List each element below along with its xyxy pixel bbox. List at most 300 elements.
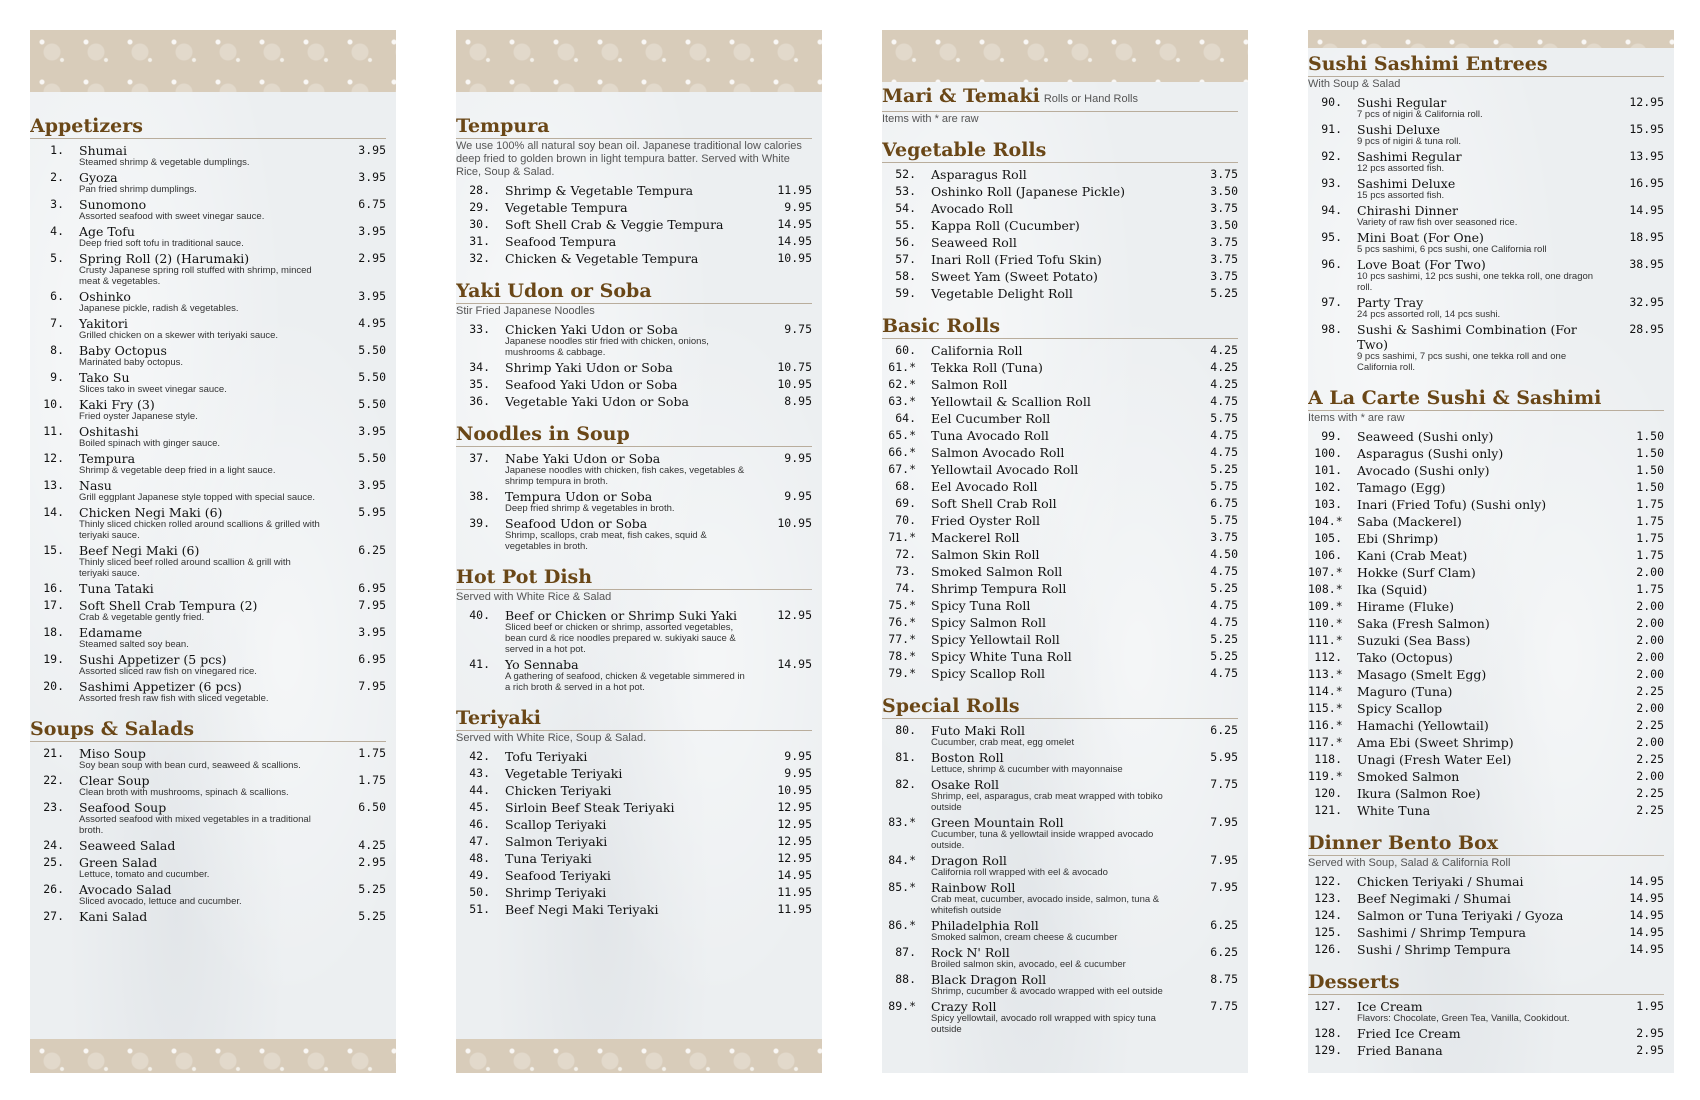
menu-item [882, 665, 1238, 682]
item-number: 26. [43, 882, 64, 896]
item-number: 95. [1321, 230, 1342, 244]
menu-item [882, 512, 1238, 529]
item-name: Soft Shell Crab & Veggie Tempura [505, 217, 724, 232]
item-number: 22. [43, 773, 64, 787]
item-name: Tamago (Egg) [1357, 480, 1446, 495]
item-name: Sushi / Shrimp Tempura [1357, 942, 1511, 957]
menu-item [30, 196, 386, 223]
menu-item [1308, 615, 1664, 632]
item-name: Smoked Salmon [1357, 769, 1460, 784]
item-price: 3.95 [358, 170, 386, 184]
item-price: 4.75 [1210, 428, 1238, 442]
menu-item [1308, 890, 1664, 907]
item-name: Sirloin Beef Steak Teriyaki [505, 800, 675, 815]
item-number: 4. [50, 224, 64, 238]
menu-section [1308, 388, 1664, 819]
item-number: 9. [50, 370, 64, 384]
item-name: Chicken & Vegetable Tempura [505, 251, 699, 266]
menu-item [1308, 873, 1664, 890]
menu-item [1308, 768, 1664, 785]
menu-item-list [456, 748, 812, 918]
item-price: 7.95 [1210, 815, 1238, 829]
menu-item [30, 288, 386, 315]
item-price: 1.75 [1636, 548, 1664, 562]
item-number: 74. [895, 581, 916, 595]
item-number: 87. [895, 945, 916, 959]
item-number: 5. [50, 251, 64, 265]
item-price: 2.00 [1636, 769, 1664, 783]
item-name: Asparagus Roll [931, 167, 1027, 182]
item-description: Assorted fresh raw fish with sliced vegetable. [79, 693, 269, 704]
item-name: Beef Negimaki / Shumai [1357, 891, 1511, 906]
menu-item [30, 450, 386, 477]
item-price: 5.50 [358, 451, 386, 465]
item-number: 62.* [888, 377, 916, 391]
item-price: 32.95 [1629, 295, 1664, 309]
item-name: Mackerel Roll [931, 530, 1020, 545]
item-number: 114.* [1308, 684, 1343, 698]
menu-item-list [1308, 998, 1664, 1059]
item-name: Soft Shell Crab Tempura (2) [79, 598, 258, 613]
item-price: 14.95 [777, 868, 812, 882]
item-description: Broiled salmon skin, avocado, eel & cucumber [931, 959, 1126, 970]
item-number: 73. [895, 564, 916, 578]
section-title-text: Hot Pot Dish [456, 566, 593, 588]
menu-item [882, 631, 1238, 648]
item-name: Spicy Tuna Roll [931, 598, 1031, 613]
menu-item [1308, 907, 1664, 924]
menu-item [456, 182, 812, 199]
menu-item [1308, 717, 1664, 734]
item-number: 80. [895, 723, 916, 737]
item-name: Ika (Squid) [1357, 582, 1428, 597]
item-number: 57. [895, 252, 916, 266]
item-name: Spicy Yellowtail Roll [931, 632, 1060, 647]
item-description: Flavors: Chocolate, Green Tea, Vanilla, Cookidout. [1357, 1013, 1570, 1024]
item-price: 5.75 [1210, 411, 1238, 425]
menu-item [30, 142, 386, 169]
section-title-text: Tempura [456, 115, 550, 137]
section-title [1308, 972, 1664, 995]
section-title-text: Teriyaki [456, 707, 542, 729]
item-number: 40. [469, 608, 490, 622]
item-name: Saka (Fresh Salmon) [1357, 616, 1490, 631]
item-description: Shrimp & vegetable deep fried in a light sauce. [79, 465, 276, 476]
item-name: Eel Avocado Roll [931, 479, 1038, 494]
item-price: 2.00 [1636, 633, 1664, 647]
item-price: 4.95 [358, 316, 386, 330]
item-number: 120. [1314, 786, 1342, 800]
menu-item [882, 879, 1238, 917]
menu-item-list [1308, 428, 1664, 819]
item-number: 34. [469, 360, 490, 374]
menu-item [1308, 564, 1664, 581]
item-price: 6.25 [1210, 945, 1238, 959]
menu-item [30, 342, 386, 369]
section-subtitle: Items with * are raw [1308, 412, 1405, 424]
menu-item [882, 166, 1238, 183]
item-name: Tuna Tataki [79, 581, 154, 596]
item-price: 2.95 [1636, 1043, 1664, 1057]
item-number: 48. [469, 851, 490, 865]
menu-item-list [456, 182, 812, 267]
item-price: 2.00 [1636, 701, 1664, 715]
item-price: 3.75 [1210, 530, 1238, 544]
item-name: Sushi Regular [1357, 95, 1447, 110]
item-number: 23. [43, 800, 64, 814]
item-price: 2.25 [1636, 718, 1664, 732]
menu-item [1308, 462, 1664, 479]
item-number: 86.* [888, 918, 916, 932]
item-number: 128. [1314, 1026, 1342, 1040]
item-price: 16.95 [1629, 176, 1664, 190]
menu-item [1308, 802, 1664, 819]
item-price: 9.95 [784, 451, 812, 465]
item-number: 64. [895, 411, 916, 425]
item-number: 119.* [1308, 769, 1343, 783]
item-description: Deep fried shrimp & vegetables in broth. [505, 503, 675, 514]
menu-item [456, 607, 812, 656]
item-number: 81. [895, 750, 916, 764]
item-number: 110.* [1308, 616, 1343, 630]
item-number: 92. [1321, 149, 1342, 163]
item-price: 3.95 [358, 424, 386, 438]
menu-item [882, 546, 1238, 563]
menu-item [456, 782, 812, 799]
item-number: 104.* [1308, 514, 1343, 528]
item-number: 76.* [888, 615, 916, 629]
section-title-text: Appetizers [30, 115, 143, 137]
item-description: 9 pcs sashimi, 7 pcs sushi, one tekka roll and one California roll. [1357, 351, 1567, 373]
menu-item [1308, 598, 1664, 615]
item-price: 1.75 [1636, 582, 1664, 596]
item-name: Seafood Udon or Soba [505, 516, 648, 531]
item-price: 10.95 [777, 783, 812, 797]
item-name: Gyoza [79, 170, 118, 185]
menu-section [456, 424, 812, 553]
section-title-text: Vegetable Rolls [882, 139, 1047, 161]
menu-item [1308, 683, 1664, 700]
item-name: Nasu [79, 478, 112, 493]
menu-item [30, 315, 386, 342]
menu-item-list [1308, 873, 1664, 958]
item-name: Inari (Fried Tofu) (Sushi only) [1357, 497, 1547, 512]
item-name: Yellowtail Avocado Roll [931, 462, 1079, 477]
item-price: 2.25 [1636, 786, 1664, 800]
item-number: 3. [50, 197, 64, 211]
item-name: Tempura [79, 451, 136, 466]
item-number: 59. [895, 286, 916, 300]
item-price: 14.95 [777, 217, 812, 231]
menu-item [882, 998, 1238, 1036]
item-name: Tuna Teriyaki [505, 851, 592, 866]
item-price: 2.00 [1636, 735, 1664, 749]
item-number: 14. [43, 505, 64, 519]
item-description: Thinly sliced chicken rolled around scallions & grilled with teriyaki sauce. [79, 519, 320, 541]
section-subtitle: Items with * are raw [882, 113, 979, 125]
item-name: Inari Roll (Fried Tofu Skin) [931, 252, 1102, 267]
item-number: 46. [469, 817, 490, 831]
item-name: Baby Octopus [79, 343, 167, 358]
item-description: Shrimp, cucumber & avocado wrapped with eel outside [931, 986, 1163, 997]
item-price: 2.00 [1636, 650, 1664, 664]
menu-item [882, 529, 1238, 546]
item-name: Unagi (Fresh Water Eel) [1357, 752, 1512, 767]
item-description: Sliced avocado, lettuce and cucumber. [79, 896, 242, 907]
item-number: 36. [469, 394, 490, 408]
item-price: 2.25 [1636, 684, 1664, 698]
menu-item [882, 597, 1238, 614]
menu-item [1308, 941, 1664, 958]
floral-banner-top [882, 30, 1248, 82]
item-description: Clean broth with mushrooms, spinach & scallions. [79, 787, 289, 798]
item-price: 1.95 [1636, 999, 1664, 1013]
item-description: Deep fried soft tofu in traditional sauce. [79, 238, 244, 249]
menu-item [30, 651, 386, 678]
section-title-text: Desserts [1308, 971, 1400, 993]
menu-item [30, 369, 386, 396]
item-price: 5.25 [358, 882, 386, 896]
item-name: Mini Boat (For One) [1357, 230, 1484, 245]
section-title [882, 140, 1238, 163]
section-title-text: Noodles in Soup [456, 423, 630, 445]
item-name: Tuna Avocado Roll [931, 428, 1049, 443]
section-subtitle: Served with Soup, Salad & California Roll [1308, 857, 1511, 869]
menu-item [882, 393, 1238, 410]
menu-item [1308, 649, 1664, 666]
item-name: Shrimp & Vegetable Tempura [505, 183, 694, 198]
item-description: Japanese pickle, radish & vegetables. [79, 303, 239, 314]
menu-item [882, 971, 1238, 998]
item-name: Sushi Deluxe [1357, 122, 1440, 137]
item-price: 1.75 [1636, 497, 1664, 511]
section-title [882, 86, 1238, 112]
floral-banner-bottom [30, 1039, 396, 1073]
item-number: 122. [1314, 874, 1342, 888]
item-number: 67.* [888, 462, 916, 476]
item-name: Beef or Chicken or Shrimp Suki Yaki [505, 608, 738, 623]
item-name: Hamachi (Yellowtail) [1357, 718, 1489, 733]
item-number: 108.* [1308, 582, 1343, 596]
menu-item-list [1308, 94, 1664, 374]
item-name: Avocado (Sushi only) [1357, 463, 1490, 478]
item-description: Smoked salmon, cream cheese & cucumber [931, 932, 1118, 943]
item-name: Avocado Salad [79, 882, 172, 897]
item-number: 18. [43, 625, 64, 639]
item-number: 61.* [888, 360, 916, 374]
section-title-text: Dinner Bento Box [1308, 832, 1499, 854]
item-description: Sliced beef or chicken or shrimp, assorted vegetables, bean curd & rice noodles prepared w. sukiyaki sauce & served in a hot pot. [505, 622, 736, 655]
menu-item [882, 285, 1238, 302]
item-number: 125. [1314, 925, 1342, 939]
item-name: Futo Maki Roll [931, 723, 1025, 738]
menu-item [30, 250, 386, 288]
item-name: Rainbow Roll [931, 880, 1016, 895]
menu-item-list [882, 722, 1238, 1036]
item-number: 49. [469, 868, 490, 882]
menu-item-list [456, 321, 812, 410]
item-description: Variety of raw fish over seasoned rice. [1357, 217, 1518, 228]
item-price: 1.50 [1636, 480, 1664, 494]
item-price: 8.95 [784, 394, 812, 408]
section-title-text: Yaki Udon or Soba [456, 280, 652, 302]
item-name: Boston Roll [931, 750, 1004, 765]
menu-item [1308, 1042, 1664, 1059]
menu-item [1308, 1025, 1664, 1042]
menu-item [882, 410, 1238, 427]
item-number: 17. [43, 598, 64, 612]
item-number: 127. [1314, 999, 1342, 1013]
menu-item [1308, 513, 1664, 530]
item-price: 4.25 [1210, 343, 1238, 357]
item-number: 113.* [1308, 667, 1343, 681]
item-number: 90. [1321, 95, 1342, 109]
item-name: Chirashi Dinner [1357, 203, 1458, 218]
item-description: Cucumber, crab meat, egg omelet [931, 737, 1075, 748]
item-price: 10.95 [777, 251, 812, 265]
item-description: Steamed salted soy bean. [79, 639, 189, 650]
item-name: Crazy Roll [931, 999, 997, 1014]
section-title-text: Special Rolls [882, 695, 1020, 717]
item-name: Tofu Teriyaki [505, 749, 588, 764]
item-price: 4.75 [1210, 445, 1238, 459]
item-description: 10 pcs sashimi, 12 pcs sushi, one tekka roll, one dragon roll. [1357, 271, 1594, 293]
item-name: Salmon Teriyaki [505, 834, 608, 849]
item-name: White Tuna [1357, 803, 1431, 818]
menu-item [1308, 175, 1664, 202]
menu-section [882, 696, 1238, 1036]
item-number: 124. [1314, 908, 1342, 922]
menu-item [456, 884, 812, 901]
item-number: 93. [1321, 176, 1342, 190]
menu-item [30, 837, 386, 854]
item-name: Oshitashi [79, 424, 139, 439]
item-description: 12 pcs assorted fish. [1357, 163, 1445, 174]
menu-item [1308, 321, 1664, 374]
item-price: 7.95 [358, 679, 386, 693]
menu-item [882, 376, 1238, 393]
menu-item [1308, 94, 1664, 121]
item-name: Spicy Scallop Roll [931, 666, 1046, 681]
item-description: Assorted seafood with mixed vegetables in a traditional broth. [79, 814, 311, 836]
item-price: 4.75 [1210, 564, 1238, 578]
item-name: Eel Cucumber Roll [931, 411, 1051, 426]
item-name: Seaweed Roll [931, 235, 1017, 250]
menu-panel-1 [30, 30, 396, 1073]
item-name: Party Tray [1357, 295, 1424, 310]
menu-section [882, 316, 1238, 682]
item-number: 65.* [888, 428, 916, 442]
item-number: 107.* [1308, 565, 1343, 579]
menu-item [1308, 294, 1664, 321]
menu-item [30, 799, 386, 837]
menu-item [456, 393, 812, 410]
menu-item [456, 359, 812, 376]
item-description: Assorted sliced raw fish on vinegared rice. [79, 666, 257, 677]
item-number: 85.* [888, 880, 916, 894]
item-number: 29. [469, 200, 490, 214]
item-name: Sunomono [79, 197, 147, 212]
item-number: 53. [895, 184, 916, 198]
item-price: 1.75 [358, 773, 386, 787]
item-price: 5.50 [358, 397, 386, 411]
item-name: Chicken Negi Maki (6) [79, 505, 223, 520]
item-price: 14.95 [777, 234, 812, 248]
item-number: 51. [469, 902, 490, 916]
item-price: 5.25 [1210, 286, 1238, 300]
item-number: 75.* [888, 598, 916, 612]
item-description: 5 pcs sashimi, 6 pcs sushi, one California roll [1357, 244, 1547, 255]
item-number: 96. [1321, 257, 1342, 271]
section-title [456, 567, 812, 590]
item-name: Tempura Udon or Soba [505, 489, 653, 504]
panel-content [882, 86, 1248, 1050]
menu-item [30, 854, 386, 881]
menu-item [456, 515, 812, 553]
item-name: Chicken Teriyaki [505, 783, 612, 798]
section-title-note: Rolls or Hand Rolls [1043, 93, 1138, 105]
item-price: 5.25 [1210, 632, 1238, 646]
menu-section [882, 86, 1238, 126]
item-price: 14.95 [1629, 891, 1664, 905]
item-name: Spicy Salmon Roll [931, 615, 1046, 630]
menu-item [456, 233, 812, 250]
item-name: Shrimp Yaki Udon or Soba [505, 360, 673, 375]
floral-banner-top [456, 30, 822, 92]
item-description: Assorted seafood with sweet vinegar sauce. [79, 211, 265, 222]
item-description: Soy bean soup with bean curd, seaweed & scallions. [79, 760, 301, 771]
item-name: Spicy White Tuna Roll [931, 649, 1072, 664]
section-title [1308, 54, 1664, 77]
item-price: 3.95 [358, 143, 386, 157]
menu-item [30, 223, 386, 250]
item-name: Sashimi Deluxe [1357, 176, 1456, 191]
menu-item [1308, 445, 1664, 462]
item-price: 5.50 [358, 343, 386, 357]
panel-content [1308, 54, 1674, 1073]
item-price: 1.50 [1636, 446, 1664, 460]
item-price: 14.95 [1629, 203, 1664, 217]
item-name: Soft Shell Crab Roll [931, 496, 1057, 511]
item-number: 111.* [1308, 633, 1343, 647]
item-number: 43. [469, 766, 490, 780]
item-name: Spring Roll (2) (Harumaki) [79, 251, 250, 266]
item-number: 24. [43, 838, 64, 852]
item-description: Shrimp, scallops, crab meat, fish cakes, squid & vegetables in broth. [505, 530, 707, 552]
item-name: Seafood Yaki Udon or Soba [505, 377, 678, 392]
item-name: Miso Soup [79, 746, 146, 761]
section-title-text: Basic Rolls [882, 315, 1001, 337]
menu-item [456, 867, 812, 884]
menu-item-list [30, 142, 386, 705]
item-number: 35. [469, 377, 490, 391]
item-price: 7.95 [358, 598, 386, 612]
item-number: 33. [469, 322, 490, 336]
item-name: Sushi & Sashimi Combination (For Two) [1357, 322, 1577, 352]
item-description: Japanese noodles stir fried with chicken, onions, mushrooms & cabbage. [505, 336, 709, 358]
item-price: 1.50 [1636, 463, 1664, 477]
item-number: 60. [895, 343, 916, 357]
item-price: 5.25 [358, 909, 386, 923]
item-price: 4.75 [1210, 598, 1238, 612]
menu-item [456, 799, 812, 816]
item-price: 1.50 [1636, 429, 1664, 443]
menu-item [882, 580, 1238, 597]
item-number: 89.* [888, 999, 916, 1013]
item-name: Age Tofu [79, 224, 135, 239]
item-number: 7. [50, 316, 64, 330]
item-price: 13.95 [1629, 149, 1664, 163]
